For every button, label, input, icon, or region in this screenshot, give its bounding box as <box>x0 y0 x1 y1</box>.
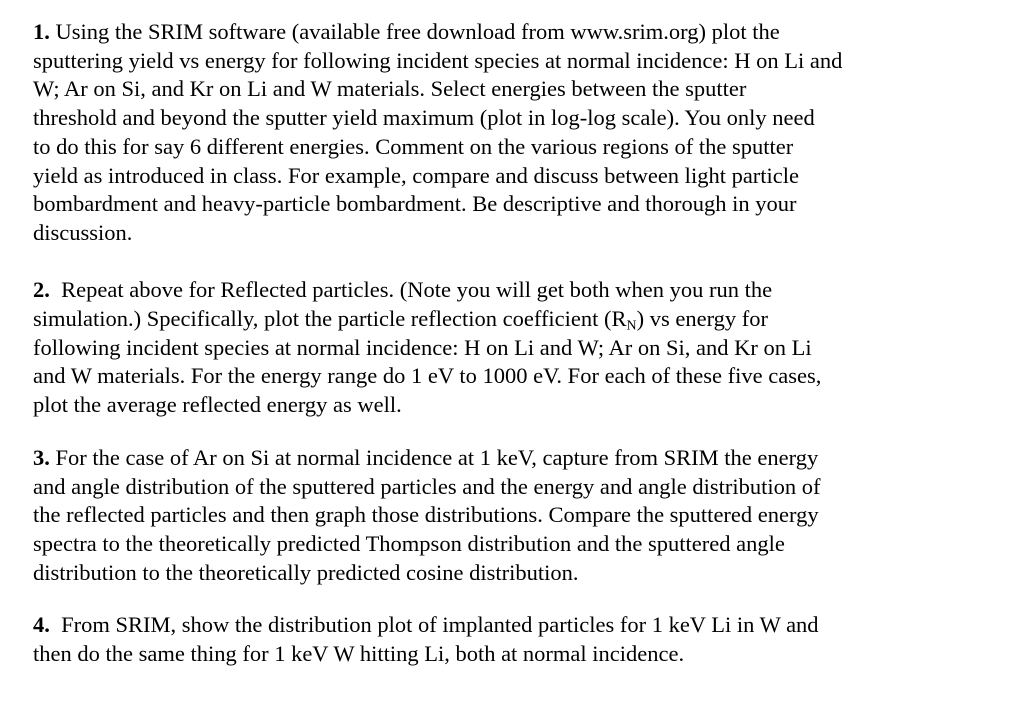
assignment-document <box>33 18 1013 669</box>
question-3-number: 3. <box>33 444 50 470</box>
question-1-line: W; Ar on Si, and Kr on Li and W materials. Select energies between the sputter <box>33 76 747 102</box>
question-1-line <box>33 18 1013 47</box>
question-3-line: distribution to the theoretically predicted cosine distribution. <box>33 559 579 585</box>
question-2 <box>33 276 1013 420</box>
question-3-line <box>33 444 1013 473</box>
question-1-line: bombardment and heavy-particle bombardment. Be descriptive and thorough in your <box>33 191 797 217</box>
question-4-text: From SRIM, show the distribution plot of implanted particles for 1 keV Li in W and <box>61 612 819 638</box>
question-1-line: discussion. <box>33 219 133 245</box>
question-1-line: to do this for say 6 different energies. Comment on the various regions of the sputter <box>33 133 794 159</box>
question-1-line: sputtering yield vs energy for following incident species at normal incidence: H on Li and <box>33 47 843 73</box>
question-1-line: yield as introduced in class. For example, compare and discuss between light particle <box>33 162 800 188</box>
question-2-line: following incident species at normal incidence: H on Li and W; Ar on Si, and Kr on Li <box>33 334 812 360</box>
question-3 <box>33 444 1013 588</box>
question-3-text: For the case of Ar on Si at normal incidence at 1 keV, capture from SRIM the energy <box>55 444 819 470</box>
question-2-number: 2. <box>33 277 50 303</box>
question-2-line: and W materials. For the energy range do 1 eV to 1000 eV. For each of these five cases, <box>33 363 822 389</box>
question-2-text: ) vs energy for <box>636 306 769 332</box>
question-3-line: and angle distribution of the sputtered particles and the energy and angle distribution of <box>33 473 821 499</box>
question-2-line <box>33 276 1013 305</box>
question-2-line: plot the average reflected energy as well. <box>33 392 402 418</box>
question-2-text: Repeat above for Reflected particles. (Note you will get both when you run the <box>61 277 773 303</box>
question-3-line: the reflected particles and then graph those distributions. Compare the sputtered energy <box>33 502 819 528</box>
question-4-number: 4. <box>33 612 50 638</box>
question-2-line <box>33 305 1013 334</box>
question-4-line: then do the same thing for 1 keV W hitting Li, both at normal incidence. <box>33 641 685 667</box>
question-1-text: Using the SRIM software (available free download from www.srim.org) plot the <box>55 19 780 44</box>
reflection-coefficient-subscript: N <box>626 318 637 334</box>
question-3-line: spectra to the theoretically predicted Thompson distribution and the sputtered angle <box>33 530 785 556</box>
question-1-line: threshold and beyond the sputter yield maximum (plot in log-log scale). You only need <box>33 105 815 131</box>
question-2-text: simulation.) Specifically, plot the particle reflection coefficient (R <box>33 306 627 332</box>
question-4-line <box>33 611 1013 640</box>
question-4 <box>33 611 1013 668</box>
question-1 <box>33 18 1013 248</box>
question-1-number: 1. <box>33 19 50 44</box>
